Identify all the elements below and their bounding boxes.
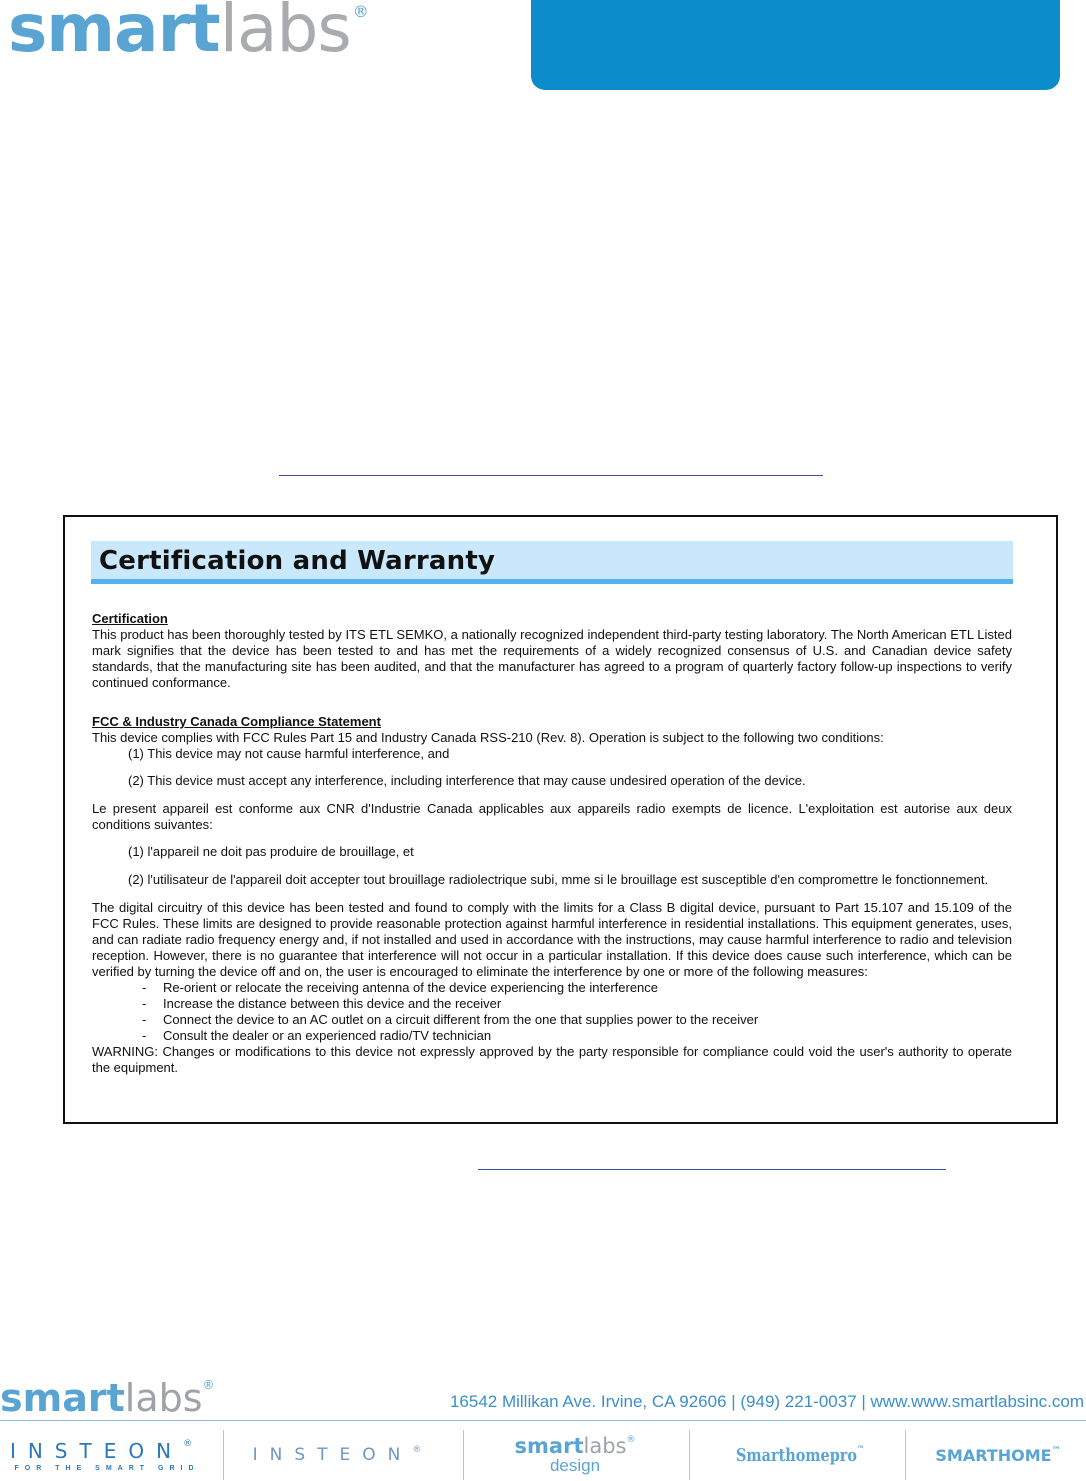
insteon-logo bbox=[232, 1432, 454, 1478]
section-banner bbox=[91, 541, 1013, 579]
smartlabs-logo bbox=[8, 0, 368, 67]
fcc-condition-1: (1) This device may not cause harmful interference, and bbox=[128, 746, 450, 761]
smartlabs-design-logo bbox=[470, 1432, 680, 1478]
insteon-smart-grid-logo bbox=[2, 1432, 212, 1478]
fr-condition-2: (2) l'utilisateur de l'appareil doit accepter tout brouillage radiolectrique subi, mme si le brouillage est susceptible d'en compromettre le fonctionnement. bbox=[128, 872, 989, 887]
fr-intro: Le present appareil est conforme aux CNR d'Industrie Canada applicables aux appareils radio exempts de licence. L'exploitation est autorise aux deux conditions suivantes: bbox=[92, 801, 1012, 832]
shp-trademark: ™ bbox=[856, 1444, 865, 1455]
brand-separator bbox=[463, 1430, 464, 1480]
certification-box bbox=[63, 515, 1058, 1124]
list-item: - Connect the device to an AC outlet on a circuit different from the one that supplies power to the receiver bbox=[142, 1012, 1012, 1028]
sh-name: SMARTHOME bbox=[935, 1445, 1052, 1465]
document-content bbox=[92, 611, 1012, 1076]
brand-separator bbox=[223, 1430, 224, 1480]
insteon-grid-name: INSTEON bbox=[9, 1438, 184, 1463]
divider-top bbox=[279, 475, 823, 476]
certification-body: This product has been thoroughly tested by ITS ETL SEMKO, a nationally recognized independent third-party testing laboratory. The North American ETL Listed mark signifies that the device has been tested to and has met the requirements of a widely recognized consensus of U.S. and Canadian device safety standards, that the manufacturing site has been audited, and that the manufacturer has agreed to a program of quarterly factory follow-up inspections to verify continued conformance. bbox=[92, 627, 1012, 690]
brand-separator bbox=[905, 1430, 906, 1480]
sld-design: design bbox=[549, 1456, 601, 1475]
footer-logo-smart: smart bbox=[0, 1376, 125, 1420]
header-banner bbox=[531, 0, 1060, 90]
sld-smart: smart bbox=[514, 1434, 584, 1458]
list-item: - Re-orient or relocate the receiving antenna of the device experiencing the interference bbox=[142, 980, 1012, 996]
smarthomepro-logo bbox=[700, 1432, 900, 1478]
logo-registered: ® bbox=[352, 2, 368, 21]
footer-divider bbox=[0, 1420, 1086, 1421]
smarthome-logo bbox=[912, 1432, 1084, 1478]
sld-registered: ® bbox=[626, 1435, 636, 1445]
certification-heading: Certification bbox=[92, 611, 168, 626]
logo-labs: labs bbox=[219, 0, 351, 67]
shp-name: Smarthomepro bbox=[735, 1444, 857, 1466]
footer-address: 16542 Millikan Ave. Irvine, CA 92606 | (949) 221-0037 | www.www.smartlabsinc.com bbox=[449, 1392, 1084, 1411]
fr-condition-1: (1) l'appareil ne doit pas produire de brouillage, et bbox=[128, 844, 414, 859]
digital-statement: The digital circuitry of this device has been tested and found to comply with the limits for a Class B digital device, pursuant to Part 15.107 and 15.109 of the FCC Rules. These limits are designed to provide reasonable protection against harmful interference in residential installations. This equipment generates, uses, and can radiate radio frequency energy and, if not installed and used in accordance with the instructions, may cause harmful interference to radio and television reception. However, there is no guarantee that interference will not occur in a particular installation. If this device does cause such interference, which can be verified by turning the device off and on, the user is encouraged to eliminate the interference by one or more of the following measures: bbox=[92, 900, 1012, 979]
measures-list bbox=[92, 980, 1012, 1044]
fcc-heading: FCC & Industry Canada Compliance Statement bbox=[92, 714, 381, 729]
section-title: Certification and Warranty bbox=[99, 546, 496, 576]
list-item: - Consult the dealer or an experienced radio/TV technician bbox=[142, 1028, 1012, 1044]
sh-trademark: ™ bbox=[1051, 1445, 1061, 1456]
footer-logo-labs: labs bbox=[124, 1376, 203, 1420]
insteon-name: INSTEON bbox=[252, 1445, 413, 1465]
footer-logo-registered: ® bbox=[202, 1378, 215, 1392]
sld-labs: labs bbox=[583, 1434, 627, 1458]
fcc-intro: This device complies with FCC Rules Part 15 and Industry Canada RSS-210 (Rev. 8). Operation is subject to the following two conditions: bbox=[92, 730, 884, 745]
insteon-grid-registered: ® bbox=[183, 1438, 205, 1449]
footer-smartlabs-logo bbox=[0, 1376, 215, 1420]
logo-smart: smart bbox=[8, 0, 220, 67]
insteon-grid-tagline: FOR THE SMART GRID bbox=[14, 1464, 200, 1472]
warning-statement: WARNING: Changes or modifications to this device not expressly approved by the party responsible for compliance could void the user's authority to operate the equipment. bbox=[92, 1044, 1012, 1075]
list-item: - Increase the distance between this device and the receiver bbox=[142, 996, 1012, 1012]
brand-separator bbox=[689, 1430, 690, 1480]
divider-bottom bbox=[478, 1169, 946, 1170]
fcc-condition-2: (2) This device must accept any interference, including interference that may cause undesired operation of the device. bbox=[128, 773, 806, 788]
insteon-registered: ® bbox=[412, 1445, 434, 1455]
